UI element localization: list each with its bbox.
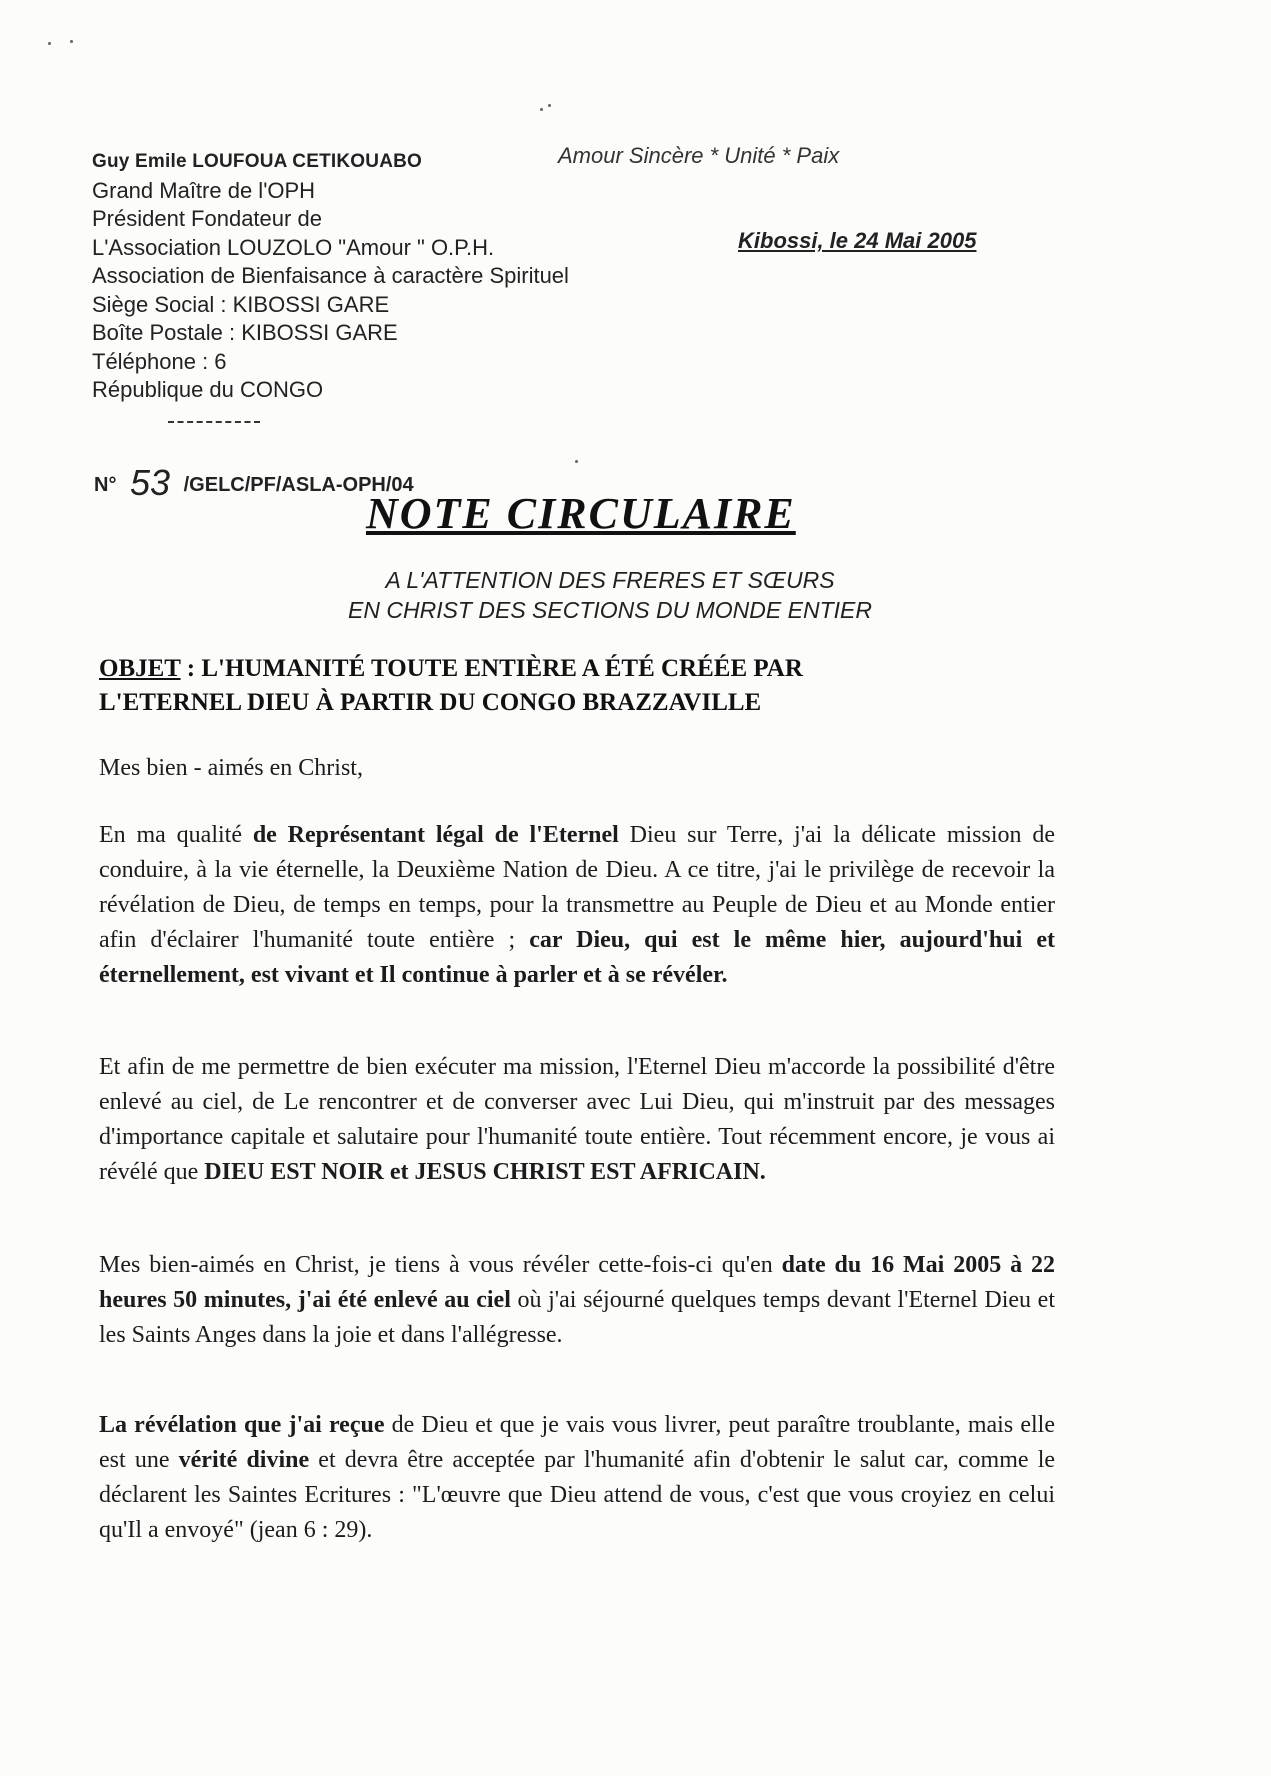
paragraph — [99, 1408, 1055, 1548]
paragraph-bold-text: vérité divine — [178, 1447, 310, 1473]
motto: Amour Sincère * Unité * Paix — [558, 143, 840, 168]
reference-suffix: /GELC/PF/ASLA-OPH/04 — [183, 474, 414, 496]
sender-block — [92, 148, 569, 405]
document-title: NOTE CIRCULAIRE — [366, 489, 796, 538]
paragraph — [99, 1050, 1055, 1190]
sender-line: Grand Maître de l'OPH — [92, 177, 316, 203]
scan-speck — [70, 40, 73, 43]
sender-line: Association de Bienfaisance à caractère Spirituel — [92, 263, 569, 288]
attention-line: EN CHRIST DES SECTIONS DU MONDE ENTIER — [348, 597, 872, 623]
paragraph-text: et devra être acceptée par l'humanité afin d'obtenir le salut car, comme le déclarent les Saintes Ecritures : "L'œuvre que Dieu attend de vous, c'est que vous croyiez en celui qu'Il a envoyé" (jean 6 : 29). — [99, 1447, 1056, 1543]
sender-line: Téléphone : 6 — [92, 348, 227, 374]
reference-handwritten-number: 53 — [130, 462, 171, 503]
place-date: Kibossi, le 24 Mai 2005 — [738, 228, 977, 253]
sender-line: République du CONGO — [92, 377, 324, 402]
paragraph-bold-text: La révélation que j'ai reçue — [99, 1412, 385, 1438]
paragraph-text: Mes bien-aimés en Christ, je tiens à vous révéler cette-fois-ci qu'en — [99, 1252, 782, 1278]
paragraph-bold-text: de Représentant légal de l'Eternel — [252, 822, 619, 848]
sender-line: Boîte Postale : KIBOSSI GARE — [92, 320, 398, 345]
paragraph-text: où j'ai séjourné quelques temps devant l'Eternel Dieu et les Saints Anges dans la joie et dans l'allégresse. — [99, 1287, 1055, 1348]
scan-speck — [48, 42, 51, 45]
object-line: L'HUMANITÉ TOUTE ENTIÈRE A ÉTÉ CRÉÉE PAR — [201, 655, 803, 682]
salutation: Mes bien - aimés en Christ, — [99, 755, 363, 781]
paragraph-text: En ma qualité — [99, 822, 253, 848]
scan-speck — [540, 108, 543, 111]
object-block: OBJET : L'HUMANITÉ TOUTE ENTIÈRE A ÉTÉ CRÉÉE PAR L'ETERNEL DIEU À PARTIR DU CONGO BRAZZAVILLE — [99, 652, 803, 720]
scan-speck — [575, 460, 578, 463]
attention-line: A L'ATTENTION DES FRERES ET SŒURS — [385, 567, 835, 593]
attention-block — [200, 565, 1020, 625]
sender-divider — [168, 421, 260, 423]
paragraph — [99, 1248, 1055, 1353]
paragraph-text: Dieu sur Terre, j'ai la délicate mission de conduire, à la vie éternelle, la Deuxième Nation de Dieu. A ce titre, j'ai le privilège de recevoir la révélation de Dieu, de temps en temps, pour la transmettre au Peuple de Dieu et au Monde entier afin d'éclairer l'humanité toute entière ; — [99, 822, 1056, 953]
paragraph-text: Et afin de me permettre de bien exécuter ma mission, l'Eternel Dieu m'accorde la possibilité d'être enlevé au ciel, de Le rencontrer et de converser avec Lui Dieu, qui m'instruit par des messages d'importance capitale et salutaire pour l'humanité toute entière. Tout récemment encore, je vous ai révélé que — [99, 1054, 1055, 1185]
reference-prefix: N° — [94, 474, 117, 496]
paragraph-bold-text: date du 16 Mai 2005 à 22 heures 50 minutes, j'ai été enlevé au ciel — [99, 1252, 1055, 1313]
object-label: OBJET — [99, 655, 181, 682]
object-line: L'ETERNEL DIEU À PARTIR DU CONGO BRAZZAVILLE — [99, 689, 762, 716]
sender-name: Guy Emile LOUFOUA CETIKOUABO — [92, 151, 423, 172]
sender-line: Siège Social : KIBOSSI GARE — [92, 291, 390, 317]
sender-line: Président Fondateur de — [92, 206, 322, 231]
paragraph-bold-text: DIEU EST NOIR et JESUS CHRIST EST AFRICAIN. — [204, 1159, 766, 1185]
sender-line: L'Association LOUZOLO "Amour " O.P.H. — [92, 234, 495, 260]
paragraph-text: de Dieu et que je vais vous livrer, peut paraître troublante, mais elle est une — [99, 1412, 1055, 1473]
paragraph-bold-text: car Dieu, qui est le même hier, aujourd'hui et éternellement, est vivant et Il continue à parler et à se révéler. — [99, 927, 1055, 988]
scan-speck — [548, 104, 551, 107]
paragraph — [99, 818, 1055, 993]
